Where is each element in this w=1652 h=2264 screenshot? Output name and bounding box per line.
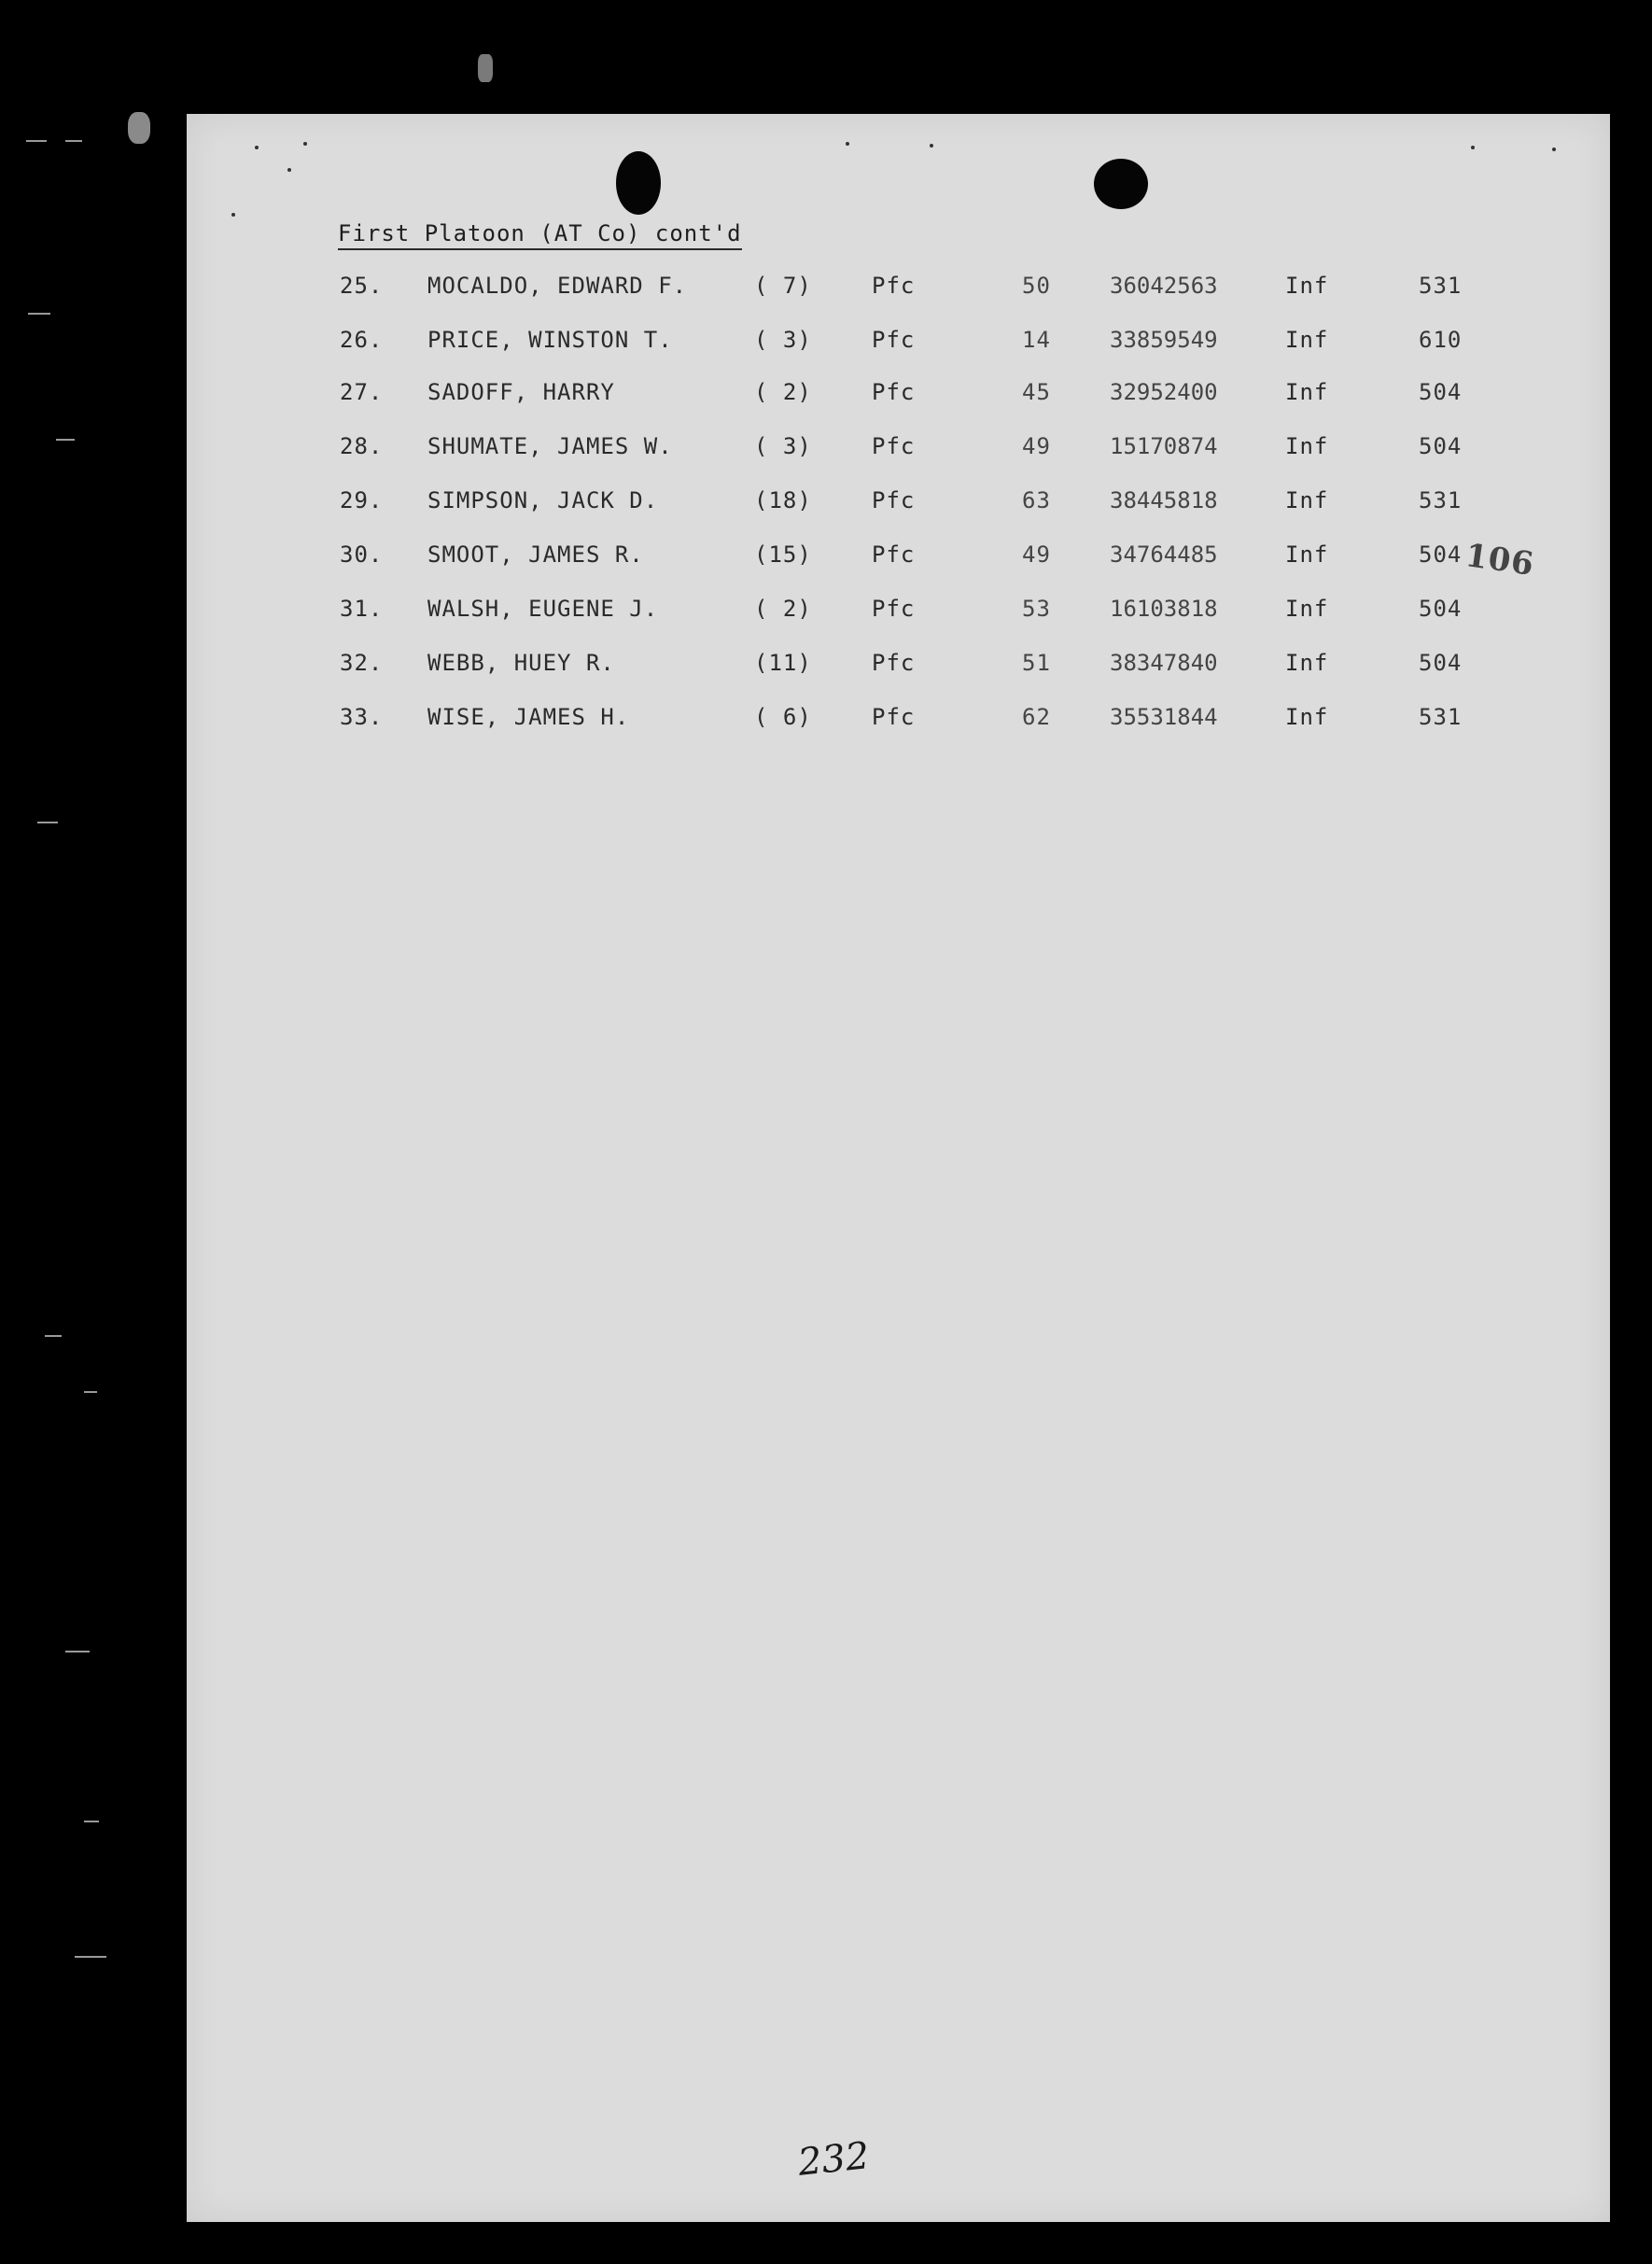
soldier-name: SMOOT, JAMES R. bbox=[427, 541, 644, 568]
handwritten-note: 232 bbox=[795, 2134, 872, 2185]
grade: Pfc bbox=[872, 273, 916, 299]
soldier-name: WISE, JAMES H. bbox=[427, 704, 630, 730]
age: 51 bbox=[1022, 650, 1051, 676]
row-number: 25. bbox=[340, 273, 384, 299]
age: 63 bbox=[1022, 487, 1051, 513]
age: 49 bbox=[1022, 433, 1051, 459]
parenthetical-count: ( 6) bbox=[754, 704, 812, 730]
arm-of-service: Inf bbox=[1285, 650, 1329, 676]
row-number: 29. bbox=[340, 487, 384, 513]
age: 62 bbox=[1022, 704, 1051, 730]
parenthetical-count: (11) bbox=[754, 650, 812, 676]
age: 50 bbox=[1022, 273, 1051, 299]
parenthetical-count: (18) bbox=[754, 487, 812, 513]
specialty-code: 610 bbox=[1419, 327, 1463, 353]
parenthetical-count: ( 2) bbox=[754, 379, 812, 405]
arm-of-service: Inf bbox=[1285, 433, 1329, 459]
specialty-code: 531 bbox=[1419, 273, 1463, 299]
soldier-name: SHUMATE, JAMES W. bbox=[427, 433, 673, 459]
serial-number: 34764485 bbox=[1110, 541, 1218, 568]
parenthetical-count: ( 3) bbox=[754, 433, 812, 459]
roster-row bbox=[0, 379, 1652, 416]
serial-number: 38445818 bbox=[1110, 487, 1218, 513]
specialty-code: 531 bbox=[1419, 704, 1463, 730]
specialty-code: 504 bbox=[1419, 433, 1463, 459]
roster-row bbox=[0, 273, 1652, 310]
specialty-code: 504 bbox=[1419, 379, 1463, 405]
row-number: 28. bbox=[340, 433, 384, 459]
row-number: 26. bbox=[340, 327, 384, 353]
roster-row bbox=[0, 487, 1652, 525]
grade: Pfc bbox=[872, 487, 916, 513]
arm-of-service: Inf bbox=[1285, 541, 1329, 568]
roster-row bbox=[0, 327, 1652, 364]
serial-number: 38347840 bbox=[1110, 650, 1218, 676]
specialty-code: 504 bbox=[1419, 541, 1463, 568]
grade: Pfc bbox=[872, 379, 916, 405]
soldier-name: SADOFF, HARRY bbox=[427, 379, 615, 405]
serial-number: 32952400 bbox=[1110, 379, 1218, 405]
arm-of-service: Inf bbox=[1285, 273, 1329, 299]
age: 49 bbox=[1022, 541, 1051, 568]
age: 53 bbox=[1022, 596, 1051, 622]
arm-of-service: Inf bbox=[1285, 487, 1329, 513]
serial-number: 33859549 bbox=[1110, 327, 1218, 353]
row-number: 33. bbox=[340, 704, 384, 730]
row-number: 30. bbox=[340, 541, 384, 568]
parenthetical-count: ( 2) bbox=[754, 596, 812, 622]
serial-number: 16103818 bbox=[1110, 596, 1218, 622]
arm-of-service: Inf bbox=[1285, 704, 1329, 730]
soldier-name: PRICE, WINSTON T. bbox=[427, 327, 673, 353]
serial-number: 35531844 bbox=[1110, 704, 1218, 730]
parenthetical-count: ( 3) bbox=[754, 327, 812, 353]
row-number: 32. bbox=[340, 650, 384, 676]
arm-of-service: Inf bbox=[1285, 327, 1329, 353]
grade: Pfc bbox=[872, 650, 916, 676]
section-heading: First Platoon (AT Co) cont'd bbox=[338, 220, 742, 250]
grade: Pfc bbox=[872, 704, 916, 730]
serial-number: 36042563 bbox=[1110, 273, 1218, 299]
arm-of-service: Inf bbox=[1285, 379, 1329, 405]
parenthetical-count: ( 7) bbox=[754, 273, 812, 299]
roster-row bbox=[0, 433, 1652, 471]
age: 45 bbox=[1022, 379, 1051, 405]
soldier-name: SIMPSON, JACK D. bbox=[427, 487, 659, 513]
arm-of-service: Inf bbox=[1285, 596, 1329, 622]
stamped-page-number: 106 bbox=[1463, 537, 1537, 584]
soldier-name: WALSH, EUGENE J. bbox=[427, 596, 659, 622]
specialty-code: 504 bbox=[1419, 650, 1463, 676]
age: 14 bbox=[1022, 327, 1051, 353]
row-number: 27. bbox=[340, 379, 384, 405]
grade: Pfc bbox=[872, 596, 916, 622]
specialty-code: 531 bbox=[1419, 487, 1463, 513]
soldier-name: MOCALDO, EDWARD F. bbox=[427, 273, 688, 299]
row-number: 31. bbox=[340, 596, 384, 622]
roster-row bbox=[0, 596, 1652, 633]
serial-number: 15170874 bbox=[1110, 433, 1218, 459]
grade: Pfc bbox=[872, 327, 916, 353]
roster-row bbox=[0, 541, 1652, 579]
grade: Pfc bbox=[872, 433, 916, 459]
parenthetical-count: (15) bbox=[754, 541, 812, 568]
roster-row bbox=[0, 650, 1652, 687]
grade: Pfc bbox=[872, 541, 916, 568]
roster-row bbox=[0, 704, 1652, 741]
soldier-name: WEBB, HUEY R. bbox=[427, 650, 615, 676]
specialty-code: 504 bbox=[1419, 596, 1463, 622]
